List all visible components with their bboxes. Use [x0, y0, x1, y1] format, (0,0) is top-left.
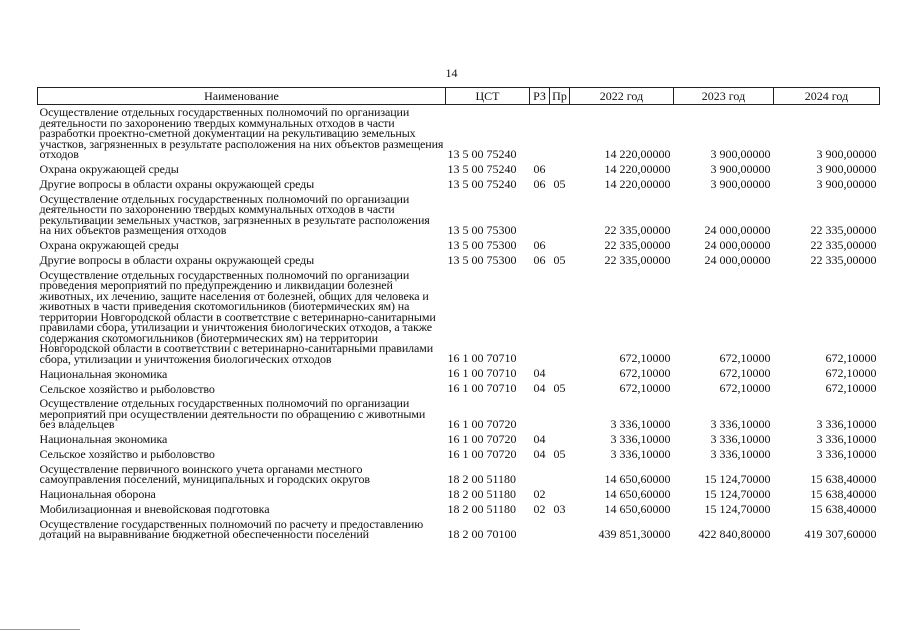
cell-y2023: 3 900,00000 — [710, 161, 771, 176]
page-number: 14 — [445, 66, 458, 80]
cell-name: Осуществление отдельных государственных полномочий по организации проведения мероприятий по предупреждению и ликвидации болезней животных, их лечению, защите населения от болезней, общих для человека и животных в части приведения скотомогильников (биотермических ям) на территории Новгородской области в соответствие с ветеринарно-санитарными правилами сбора, утилизации и уничтожения биологических отходов, а также содержания скотомогильников (биотермических ям) на территории Новгородской области в соответствии с ветеринарно-санитарными правилами сбора, утилизации и уничтожения биологических отходов — [39, 267, 436, 366]
cell-y2022: 14 220,00000 — [604, 146, 671, 161]
cell-cst: 13 5 00 75300 — [447, 252, 517, 267]
table-row — [38, 381, 880, 396]
cell-cst: 13 5 00 75300 — [447, 222, 517, 237]
cell-cst: 16 1 00 70710 — [447, 351, 517, 365]
cell-pr — [550, 432, 570, 447]
cell-rz: 06 — [533, 252, 546, 267]
table-row — [38, 105, 880, 162]
table-row — [38, 487, 880, 502]
cell-name: Национальная экономика — [39, 366, 168, 381]
cell-y2023: 15 124,70000 — [704, 471, 771, 486]
cell-cst: 13 5 00 75240 — [447, 146, 517, 161]
header-rz: РЗ — [530, 88, 550, 105]
cell-name: Другие вопросы в области охраны окружающей среды — [39, 253, 315, 267]
cell-name: Сельское хозяйство и рыболовство — [39, 381, 215, 396]
cell-y2023: 24 000,00000 — [704, 222, 771, 237]
cell-y2024: 22 335,00000 — [810, 222, 877, 237]
table-row — [38, 502, 880, 517]
footer-divider — [0, 629, 80, 630]
cell-rz: 02 — [533, 486, 546, 501]
cell-y2023: 3 336,10000 — [710, 416, 771, 431]
cell-y2024: 672,10000 — [825, 351, 877, 365]
cell-cst: 16 1 00 70710 — [447, 366, 517, 380]
header-2024: 2024 год — [774, 88, 880, 105]
cell-pr — [550, 238, 570, 253]
cell-name: Осуществление отдельных государственных полномочий по организации деятельности по захоронению твердых коммунальных отходов в части рекультивации земельных участков, загрязненных в результате расположения на них объектов размещения отходов — [39, 191, 430, 237]
header-pr: Пр — [550, 88, 570, 105]
cell-y2023: 15 124,70000 — [704, 486, 771, 501]
table-row — [38, 366, 880, 381]
cell-y2024: 3 336,10000 — [816, 431, 877, 446]
cell-cst: 13 5 00 75240 — [447, 161, 517, 176]
header-2022: 2022 год — [570, 88, 674, 105]
table-row — [38, 162, 880, 177]
cell-y2022: 22 335,00000 — [604, 252, 671, 267]
cell-rz: 06 — [533, 176, 546, 191]
cell-name: Осуществление отдельных государственных полномочий по организации мероприятий при осуществлении деятельности по обращению с животными без владельцев — [39, 396, 426, 431]
cell-pr — [550, 396, 570, 432]
cell-pr — [550, 366, 570, 381]
cell-y2022: 14 650,60000 — [604, 501, 671, 516]
cell-name: Охрана окружающей среды — [39, 238, 179, 252]
cell-y2022: 14 220,00000 — [604, 161, 671, 176]
cell-y2024: 672,10000 — [825, 381, 877, 395]
cell-rz — [530, 517, 550, 542]
cell-y2023: 672,10000 — [719, 381, 771, 395]
cell-cst: 18 2 00 51180 — [447, 486, 517, 501]
cell-y2024: 3 900,00000 — [816, 176, 877, 191]
cell-pr: 05 — [553, 176, 566, 191]
header-name: Наименование — [38, 88, 446, 105]
cell-pr — [550, 105, 570, 162]
cell-y2023: 15 124,70000 — [704, 501, 771, 516]
cell-name: Другие вопросы в области охраны окружающей среды — [39, 177, 315, 191]
cell-rz: 04 — [533, 381, 546, 395]
cell-cst: 13 5 00 75300 — [447, 237, 517, 252]
cell-cst: 16 1 00 70720 — [447, 416, 517, 431]
cell-y2024: 15 638,40000 — [810, 471, 877, 486]
cell-y2023: 672,10000 — [719, 366, 771, 380]
cell-cst: 13 5 00 75240 — [447, 176, 517, 191]
cell-y2022: 22 335,00000 — [604, 237, 671, 252]
cell-rz: 04 — [533, 431, 546, 446]
cell-pr — [550, 268, 570, 367]
cell-pr: 05 — [553, 446, 566, 461]
cell-y2022: 672,10000 — [619, 366, 671, 380]
header-2023: 2023 год — [674, 88, 774, 105]
cell-pr — [550, 462, 570, 487]
cell-cst: 18 2 00 70100 — [447, 526, 517, 541]
table-row — [38, 268, 880, 367]
cell-y2024: 15 638,40000 — [810, 486, 877, 501]
cell-pr: 03 — [553, 501, 566, 516]
cell-rz — [530, 192, 550, 238]
cell-rz: 04 — [533, 446, 546, 461]
cell-cst: 16 1 00 70710 — [447, 381, 517, 395]
cell-name: Мобилизационная и вневойсковая подготовка — [39, 502, 270, 516]
cell-rz: 04 — [533, 366, 546, 380]
cell-y2023: 24 000,00000 — [704, 252, 771, 267]
cell-name: Национальная экономика — [39, 432, 168, 446]
cell-pr — [550, 517, 570, 542]
cell-rz — [530, 268, 550, 367]
cell-rz — [530, 396, 550, 432]
cell-y2022: 22 335,00000 — [604, 222, 671, 237]
cell-y2023: 3 336,10000 — [710, 431, 771, 446]
header-cst: ЦСТ — [446, 88, 530, 105]
cell-y2022: 14 220,00000 — [604, 176, 671, 191]
cell-pr — [550, 192, 570, 238]
cell-cst: 16 1 00 70720 — [447, 446, 517, 461]
table-row — [38, 447, 880, 462]
cell-y2022: 439 851,30000 — [598, 526, 671, 541]
cell-y2022: 3 336,10000 — [610, 446, 671, 461]
table-row — [38, 462, 880, 487]
cell-pr: 05 — [553, 381, 566, 395]
cell-y2024: 3 336,10000 — [816, 416, 877, 431]
cell-y2023: 3 336,10000 — [710, 446, 771, 461]
cell-name: Национальная оборона — [39, 487, 156, 501]
cell-y2023: 422 840,80000 — [698, 526, 771, 541]
cell-y2024: 15 638,40000 — [810, 501, 877, 516]
cell-y2023: 672,10000 — [719, 351, 771, 365]
cell-name: Осуществление государственных полномочий по расчету и предоставлению дотаций на выравнивание бюджетной обеспеченности поселений — [39, 516, 424, 541]
cell-y2022: 3 336,10000 — [610, 416, 671, 431]
cell-rz: 02 — [533, 501, 546, 516]
cell-y2022: 14 650,60000 — [604, 471, 671, 486]
table-row — [38, 238, 880, 253]
cell-rz — [530, 105, 550, 162]
cell-name: Сельское хозяйство и рыболовство — [39, 447, 215, 461]
table-row — [38, 432, 880, 447]
table-row — [38, 192, 880, 238]
cell-pr — [550, 162, 570, 177]
cell-y2022: 3 336,10000 — [610, 431, 671, 446]
cell-y2024: 672,10000 — [825, 366, 877, 380]
cell-pr — [550, 487, 570, 502]
table-row — [38, 177, 880, 192]
cell-y2024: 22 335,00000 — [810, 237, 877, 252]
cell-cst: 18 2 00 51180 — [447, 501, 517, 516]
cell-rz — [530, 462, 550, 487]
cell-y2023: 3 900,00000 — [710, 146, 771, 161]
cell-rz: 06 — [533, 161, 546, 176]
table-body — [38, 105, 880, 542]
cell-y2024: 3 900,00000 — [816, 146, 877, 161]
cell-cst: 18 2 00 51180 — [447, 471, 517, 486]
cell-y2022: 14 650,60000 — [604, 486, 671, 501]
cell-y2024: 22 335,00000 — [810, 252, 877, 267]
cell-y2024: 419 307,60000 — [804, 526, 877, 541]
cell-name: Осуществление первичного воинского учета органами местного самоуправления поселений, муниципальных и городских округов — [39, 461, 370, 486]
cell-y2023: 3 900,00000 — [710, 176, 771, 191]
cell-y2024: 3 900,00000 — [816, 161, 877, 176]
cell-name: Осуществление отдельных государственных полномочий по организации деятельности по захоронению твердых коммунальных отходов в части разработки проектно-сметной документации на рекультивацию земельных участков, загрязненных в результате расположения на них объектов размещения отходов — [39, 105, 444, 161]
table-header-row — [38, 88, 880, 105]
cell-y2022: 672,10000 — [619, 351, 671, 365]
cell-y2023: 24 000,00000 — [704, 237, 771, 252]
cell-rz: 06 — [533, 237, 546, 252]
cell-pr: 05 — [553, 252, 566, 267]
cell-name: Охрана окружающей среды — [39, 162, 179, 176]
cell-y2024: 3 336,10000 — [816, 446, 877, 461]
table-row — [38, 396, 880, 432]
table-row — [38, 253, 880, 268]
cell-y2022: 672,10000 — [619, 381, 671, 395]
table-row — [38, 517, 880, 542]
cell-cst: 16 1 00 70720 — [447, 431, 517, 446]
budget-table — [37, 87, 880, 542]
